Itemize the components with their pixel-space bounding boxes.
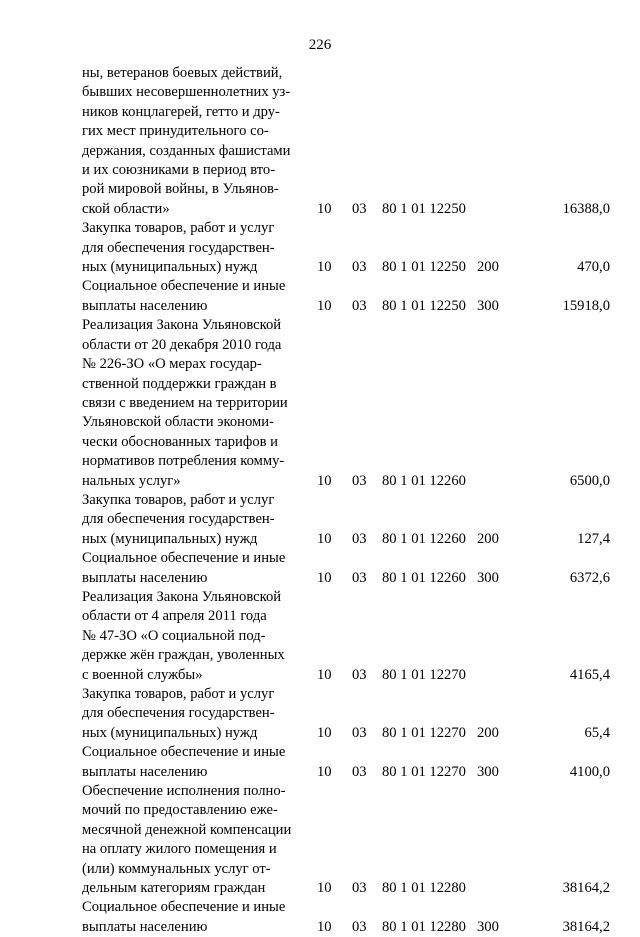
subsection-code: 03: [352, 259, 367, 276]
table-row: [82, 277, 622, 316]
subsection-code: 03: [352, 666, 367, 683]
subsection-code: 03: [352, 530, 367, 547]
row-description: Социальное обеспечение и иные выплаты населению: [82, 899, 286, 935]
amount: 6500,0: [569, 472, 610, 489]
row-codes: [82, 724, 622, 743]
subsection-code: 03: [352, 200, 367, 217]
expense-type-code: 300: [477, 297, 499, 314]
amount: 16388,0: [562, 200, 610, 217]
expense-type-code: 300: [477, 569, 499, 586]
target-article-code: 80 1 01 12270: [382, 666, 466, 683]
subsection-code: 03: [352, 472, 367, 489]
table-row: [82, 491, 622, 549]
row-codes: [82, 666, 622, 685]
row-codes: [82, 530, 622, 549]
table-row: [82, 316, 622, 491]
subsection-code: 03: [352, 880, 367, 897]
row-description: Реализация Закона Ульяновской области от 20 декабря 2010 года № 226-ЗО «О мерах государ- ственной поддержки граждан в связи с введением на территории Ульяновской области экономи- чески обоснованных тарифов и нормативов потребления комму- нальных услуг»: [82, 317, 288, 489]
subsection-code: 03: [352, 763, 367, 780]
section-code: 10: [317, 763, 332, 780]
section-code: 10: [317, 569, 332, 586]
target-article-code: 80 1 01 12260: [382, 569, 466, 586]
table-row: [82, 549, 622, 588]
expense-type-code: 200: [477, 259, 499, 276]
row-description: Социальное обеспечение и иные выплаты населению: [82, 550, 286, 586]
subsection-code: 03: [352, 569, 367, 586]
row-codes: [82, 200, 622, 219]
table-row: [82, 685, 622, 743]
table-row: [82, 588, 622, 685]
row-codes: [82, 879, 622, 898]
expense-type-code: 200: [477, 724, 499, 741]
target-article-code: 80 1 01 12250: [382, 259, 466, 276]
row-codes: [82, 297, 622, 316]
row-codes: [82, 258, 622, 277]
row-description: Обеспечение исполнения полно- мочий по предоставлению еже- месячной денежной компенсации на оплату жилого помещения и (или) коммунальных услуг от- дельным категориям граждан: [82, 783, 292, 897]
target-article-code: 80 1 01 12280: [382, 918, 466, 935]
target-article-code: 80 1 01 12270: [382, 763, 466, 780]
expense-type-code: 200: [477, 530, 499, 547]
section-code: 10: [317, 666, 332, 683]
table-row: [82, 898, 622, 937]
section-code: 10: [317, 297, 332, 314]
table-row: [82, 219, 622, 277]
row-description: Социальное обеспечение и иные выплаты населению: [82, 744, 286, 780]
row-codes: [82, 569, 622, 588]
page-number: 226: [308, 37, 332, 53]
section-code: 10: [317, 918, 332, 935]
section-code: 10: [317, 259, 332, 276]
section-code: 10: [317, 472, 332, 489]
subsection-code: 03: [352, 918, 367, 935]
target-article-code: 80 1 01 12250: [382, 200, 466, 217]
expense-type-code: 300: [477, 918, 499, 935]
amount: 127,4: [577, 530, 610, 547]
table-row: [82, 782, 622, 898]
row-description: Закупка товаров, работ и услуг для обеспечения государствен- ных (муниципальных) нужд: [82, 491, 275, 547]
amount: 6372,6: [569, 569, 610, 586]
section-code: 10: [317, 880, 332, 897]
target-article-code: 80 1 01 12260: [382, 472, 466, 489]
amount: 65,4: [584, 724, 610, 741]
target-article-code: 80 1 01 12270: [382, 724, 466, 741]
target-article-code: 80 1 01 12260: [382, 530, 466, 547]
row-codes: [82, 918, 622, 937]
amount: 470,0: [577, 259, 610, 276]
table-row: [82, 743, 622, 782]
target-article-code: 80 1 01 12250: [382, 297, 466, 314]
target-article-code: 80 1 01 12280: [382, 880, 466, 897]
amount: 4165,4: [569, 666, 610, 683]
expense-type-code: 300: [477, 763, 499, 780]
subsection-code: 03: [352, 724, 367, 741]
budget-table: [82, 64, 622, 937]
section-code: 10: [317, 200, 332, 217]
row-codes: [82, 763, 622, 782]
section-code: 10: [317, 724, 332, 741]
row-description: ны, ветеранов боевых действий, бывших несовершеннолетних уз- ников концлагерей, гетто и дру- гих мест принудительного со- держания, созданных фашистами и их союзниками в период вто- рой мировой войны, в Ульянов- ской области»: [82, 65, 291, 217]
amount: 15918,0: [562, 297, 610, 314]
row-description: Закупка товаров, работ и услуг для обеспечения государствен- ных (муниципальных) нужд: [82, 220, 275, 276]
table-row: [82, 64, 622, 219]
amount: 38164,2: [562, 880, 610, 897]
subsection-code: 03: [352, 297, 367, 314]
row-codes: [82, 472, 622, 491]
row-description: Закупка товаров, работ и услуг для обеспечения государствен- ных (муниципальных) нужд: [82, 686, 275, 741]
amount: 38164,2: [562, 918, 610, 935]
amount: 4100,0: [569, 763, 610, 780]
row-description: Реализация Закона Ульяновской области от 4 апреля 2011 года № 47-ЗО «О социальной под- держке жён граждан, уволенных с военной службы»: [82, 588, 285, 683]
row-description: Социальное обеспечение и иные выплаты населению: [82, 278, 286, 314]
section-code: 10: [317, 530, 332, 547]
